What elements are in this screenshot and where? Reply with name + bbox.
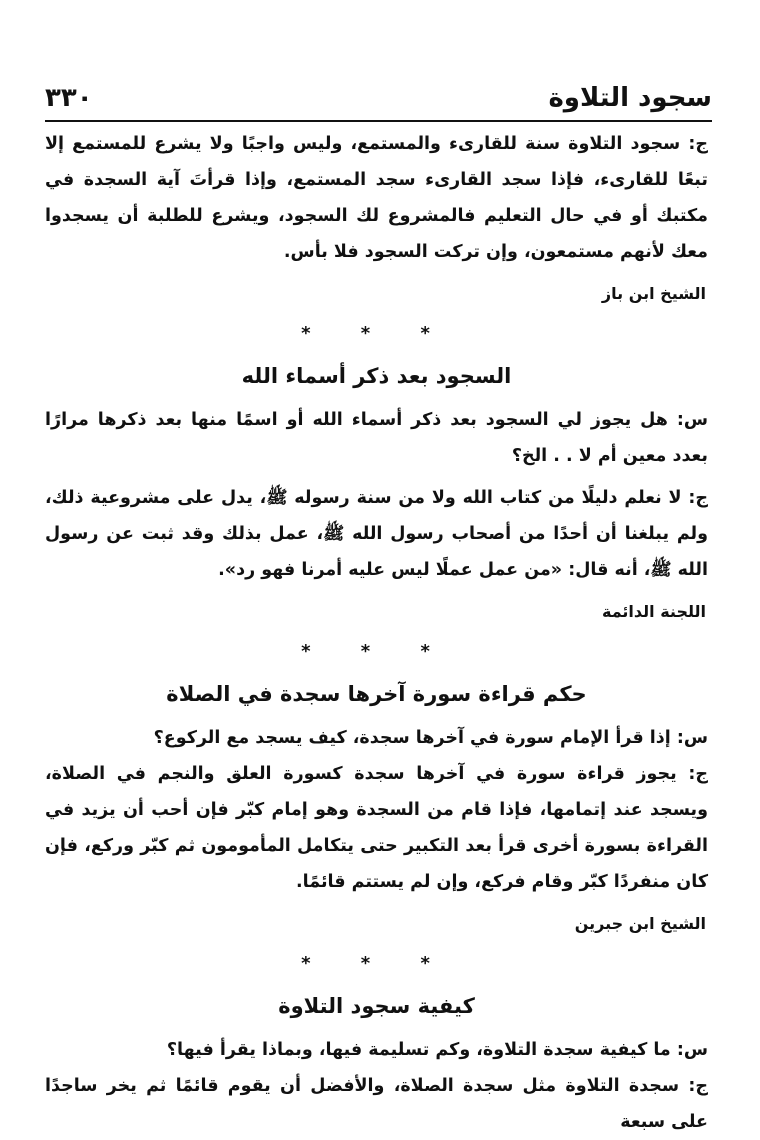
- page-content: [45, 126, 708, 1140]
- question-paragraph: س: هل يجوز لي السجود بعد ذكر أسماء الله أو اسمًا منها بعد ذكرها مرارًا بعدد معين أم لا . . الخ؟: [45, 410, 708, 466]
- section-title: السجود بعد ذكر أسماء الله: [241, 364, 512, 388]
- question-paragraph: س: إذا قرأ الإمام سورة في آخرها سجدة، كيف يسجد مع الركوع؟: [153, 728, 708, 748]
- header-rule: [45, 120, 712, 122]
- section-title: حكم قراءة سورة آخرها سجدة في الصلاة: [166, 682, 587, 706]
- running-title: سجود التلاوة: [548, 83, 712, 113]
- source-attribution: الشيخ ابن جبرين: [574, 914, 706, 933]
- section-separator: * * *: [301, 953, 452, 974]
- section-title: كيفية سجود التلاوة: [278, 994, 475, 1018]
- section-separator: * * *: [301, 323, 452, 344]
- source-attribution: اللجنة الدائمة: [601, 602, 706, 621]
- page-number: ٣٣٠: [45, 83, 93, 113]
- source-attribution: الشيخ ابن باز: [601, 284, 706, 303]
- section-separator: * * *: [301, 641, 452, 662]
- question-paragraph: س: ما كيفية سجدة التلاوة، وكم تسليمة فيها، وبماذا يقرأ فيها؟: [166, 1040, 708, 1060]
- page-header: [45, 78, 712, 118]
- answer-paragraph: ج: يجوز قراءة سورة في آخرها سجدة كسورة العلق والنجم في الصلاة، ويسجد عند إتمامها، فإذا قام من السجدة وهو إمام كبّر فإن أحب أن يزيد في القراءة بسورة أخرى قرأ بعد التكبير حتى يتكامل المأمومون ثم كبّر وركع، فإن كان منفردًا كبّر وقام فركع، وإن لم يستتم قائمًا.: [45, 764, 708, 892]
- answer-paragraph: ج: سجدة التلاوة مثل سجدة الصلاة، والأفضل أن يقوم قائمًا ثم يخر ساجدًا على سبعة: [45, 1076, 708, 1132]
- answer-paragraph: ج: سجود التلاوة سنة للقارىء والمستمع، وليس واجبًا ولا يشرع للمستمع إلا تبعًا للقارىء، فإذا سجد القارىء سجد المستمع، وإذا قرأتَ آية السجدة في مكتبك أو في حال التعليم فالمشروع لك السجود، ويشرع للطلبة أن يسجدوا معك لأنهم مستمعون، وإن تركت السجود فلا بأس.: [45, 134, 708, 262]
- answer-paragraph: ج: لا نعلم دليلًا من كتاب الله ولا من سنة رسوله ﷺ، يدل على مشروعية ذلك، ولم يبلغنا أن أحدًا من أصحاب رسول الله ﷺ، عمل بذلك وقد ثبت عن رسول الله ﷺ، أنه قال: «من عمل عملًا ليس عليه أمرنا فهو رد».: [45, 488, 708, 580]
